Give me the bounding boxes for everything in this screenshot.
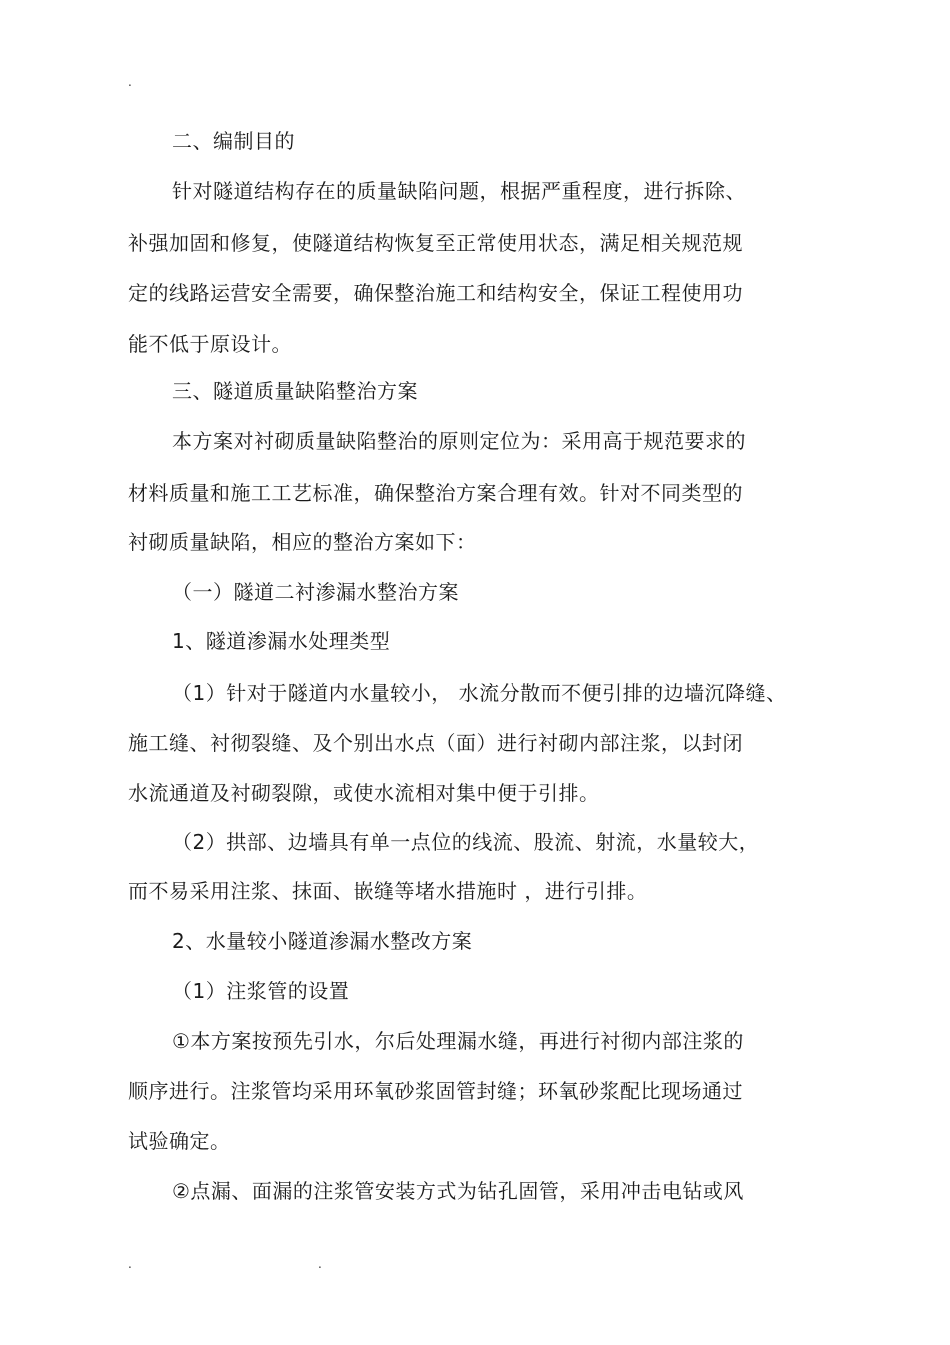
paragraph-line: 针对隧道结构存在的质量缺陷问题，根据严重程度，进行拆除、 [172, 179, 746, 203]
paragraph-line: 定的线路运营安全需要，确保整治施工和结构安全，保证工程使用功 [128, 281, 743, 305]
item-heading-grout-pipe: （1）注浆管的设置 [172, 979, 350, 1003]
bottom-page-mark-left: . [128, 1257, 132, 1271]
paragraph-line: 本方案对衬砌质量缺陷整治的原则定位为：采用高于规范要求的 [172, 429, 746, 453]
bottom-page-mark-right: . [318, 1257, 322, 1271]
paragraph-line: 试验确定。 [128, 1129, 231, 1153]
paragraph-line: 顺序进行。注浆管均采用环氧砂浆固管封缝；环氧砂浆配比现场通过 [128, 1079, 743, 1103]
paragraph-line: 施工缝、衬彻裂缝、及个别出水点（面）进行衬砌内部注浆，以封闭 [128, 731, 743, 755]
section-heading-purpose: 二、编制目的 [172, 129, 295, 153]
paragraph-line: （1）针对于隧道内水量较小， 水流分散而不便引排的边墙沉降缝、 [172, 681, 787, 705]
item-heading-types: 1、隧道渗漏水处理类型 [172, 629, 391, 653]
paragraph-line: 衬砌质量缺陷，相应的整治方案如下： [128, 530, 477, 554]
paragraph-line: （2）拱部、边墙具有单一点位的线流、股流、射流，水量较大， [172, 830, 760, 854]
paragraph-line: ②点漏、面漏的注浆管安装方式为钻孔固管，采用冲击电钻或风 [172, 1179, 744, 1203]
paragraph-line: 能不低于原设计。 [128, 332, 292, 356]
paragraph-line: 而不易采用注浆、抹面、嵌缝等堵水措施时 ，进行引排。 [128, 879, 648, 903]
section-heading-plan: 三、隧道质量缺陷整治方案 [172, 379, 418, 403]
item-heading-small-leakage: 2、水量较小隧道渗漏水整改方案 [172, 929, 473, 953]
subsection-heading-leakage: （一）隧道二衬渗漏水整治方案 [172, 580, 459, 604]
top-page-mark: . [128, 75, 132, 89]
paragraph-line: 材料质量和施工工艺标准，确保整治方案合理有效。针对不同类型的 [128, 481, 743, 505]
paragraph-line: ①本方案按预先引水，尔后处理漏水缝，再进行衬彻内部注浆的 [172, 1029, 744, 1053]
paragraph-line: 补强加固和修复，使隧道结构恢复至正常使用状态，满足相关规范规 [128, 231, 743, 255]
paragraph-line: 水流通道及衬砌裂隙，或使水流相对集中便于引排。 [128, 781, 600, 805]
